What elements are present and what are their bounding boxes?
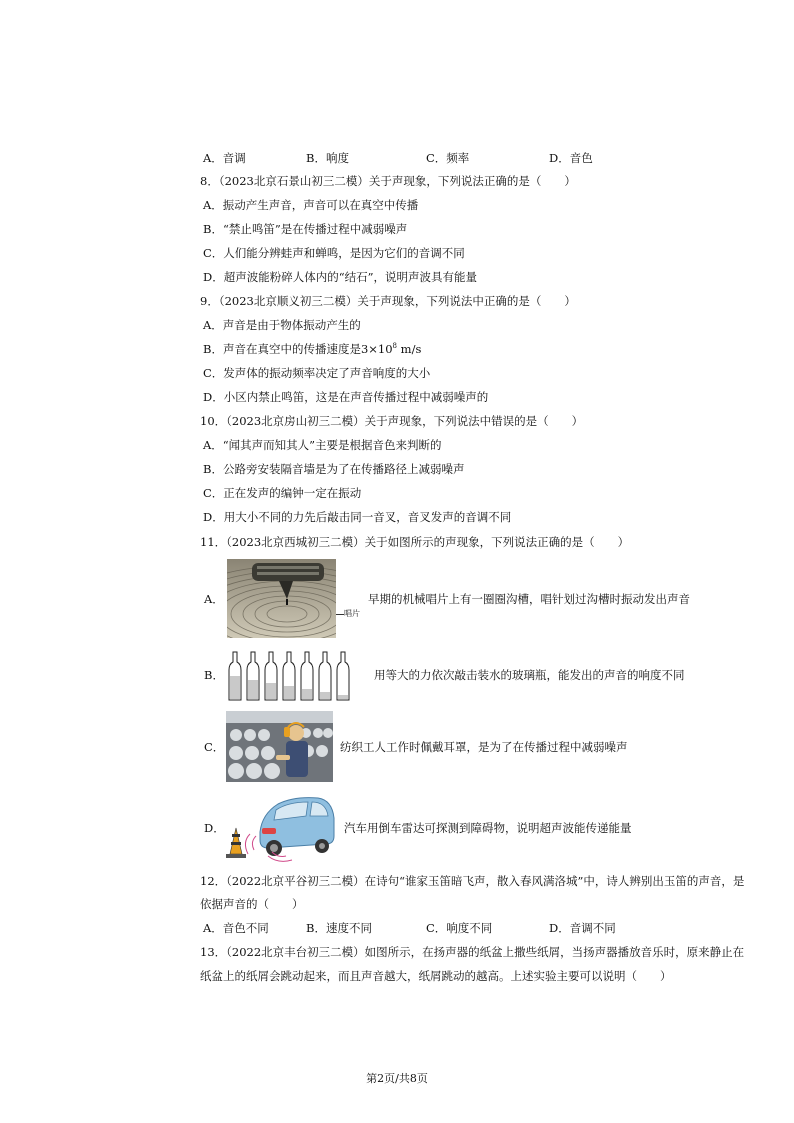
q9-option-a: A．声音是由于物体振动产生的 bbox=[203, 318, 361, 332]
q11-option-d-letter: D． bbox=[204, 821, 225, 835]
q8-option-d: D．超声波能粉碎人体内的“结石”，说明声波具有能量 bbox=[203, 270, 477, 284]
q9-option-b-unit: m/s bbox=[397, 342, 422, 356]
q12-option-b: B．速度不同 bbox=[306, 921, 372, 935]
q11-option-a-letter: A． bbox=[204, 592, 224, 606]
q12-option-d: D．音调不同 bbox=[549, 921, 616, 935]
q7-option-d: D．音色 bbox=[549, 151, 593, 165]
q11-option-c-text: 纺织工人工作时佩戴耳罩，是为了在传播过程中减弱噪声 bbox=[340, 740, 628, 754]
q9-stem: 9．（2023北京顺义初三二模）关于声现象，下列说法中正确的是（ ） bbox=[200, 294, 576, 308]
q8-option-a: A．振动产生声音，声音可以在真空中传播 bbox=[203, 198, 419, 212]
q9-option-b-text: B．声音在真空中的传播速度是 bbox=[203, 342, 361, 356]
q7-option-b: B．响度 bbox=[306, 151, 349, 165]
q8-stem: 8．（2023北京石景山初三二模）关于声现象，下列说法正确的是（ ） bbox=[200, 174, 576, 188]
q10-option-d: D．用大小不同的力先后敲击同一音叉，音叉发声的音调不同 bbox=[203, 510, 512, 524]
q10-option-b: B．公路旁安装隔音墙是为了在传播路径上减弱噪声 bbox=[203, 462, 465, 476]
q11-option-a-text: 早期的机械唱片上有一圈圈沟槽，唱针划过沟槽时振动发出声音 bbox=[368, 592, 690, 606]
textile-worker-image bbox=[226, 711, 333, 782]
q7-option-a: A．音调 bbox=[203, 151, 246, 165]
q11-stem: 11．（2023北京西城初三二模）关于如图所示的声现象，下列说法正确的是（ ） bbox=[200, 535, 630, 549]
q11-option-c-letter: C． bbox=[204, 740, 225, 754]
q10-option-a: A．“闻其声而知其人”主要是根据音色来判断的 bbox=[203, 438, 442, 452]
q12-option-a: A．音色不同 bbox=[203, 921, 269, 935]
q11-option-b-text: 用等大的力依次敲击装水的玻璃瓶，能发出的声音的响度不同 bbox=[374, 668, 685, 682]
reversing-car-image bbox=[222, 788, 338, 862]
q7-option-c: C．频率 bbox=[426, 151, 470, 165]
record-groove-image bbox=[227, 559, 336, 638]
q9-option-b bbox=[203, 342, 421, 356]
record-label: 唱片 bbox=[344, 609, 360, 618]
q12-stem-line2: 依据声音的（ ） bbox=[200, 897, 304, 911]
water-bottles-image bbox=[225, 650, 365, 702]
q8-option-c: C．人们能分辨蛙声和蝉鸣，是因为它们的音调不同 bbox=[203, 246, 465, 260]
q11-option-d-text: 汽车用倒车雷达可探测到障碍物，说明超声波能传递能量 bbox=[344, 821, 632, 835]
q9-option-b-coef: 3×10 bbox=[360, 342, 393, 356]
page-number: 第2页/共8页 bbox=[366, 1072, 428, 1085]
q11-option-b-letter: B． bbox=[204, 668, 224, 682]
record-label-line bbox=[336, 614, 344, 615]
q12-option-c: C．响度不同 bbox=[426, 921, 493, 935]
q8-option-b: B．“禁止鸣笛”是在传播过程中减弱噪声 bbox=[203, 222, 408, 236]
q10-stem: 10．（2023北京房山初三二模）关于声现象，下列说法中错误的是（ ） bbox=[200, 414, 584, 428]
q12-stem-line1: 12．（2022北京平谷初三二模）在诗句“谁家玉笛暗飞声，散入春风满洛城”中，诗人辨别出玉笛的声音，是 bbox=[200, 874, 745, 888]
q9-option-d: D．小区内禁止鸣笛，这是在声音传播过程中减弱噪声的 bbox=[203, 390, 489, 404]
q9-option-b-exp: 8 bbox=[392, 342, 398, 351]
q10-option-c: C．正在发声的编钟一定在振动 bbox=[203, 486, 362, 500]
q13-stem-line2: 纸盆上的纸屑会跳动起来，而且声音越大，纸屑跳动的越高。上述实验主要可以说明（ ） bbox=[200, 969, 672, 983]
q13-stem-line1: 13．（2022北京丰台初三二模）如图所示，在扬声器的纸盆上撒些纸屑，当扬声器播放音乐时，原来静止在 bbox=[200, 945, 745, 959]
q9-option-c: C．发声体的振动频率决定了声音响度的大小 bbox=[203, 366, 431, 380]
